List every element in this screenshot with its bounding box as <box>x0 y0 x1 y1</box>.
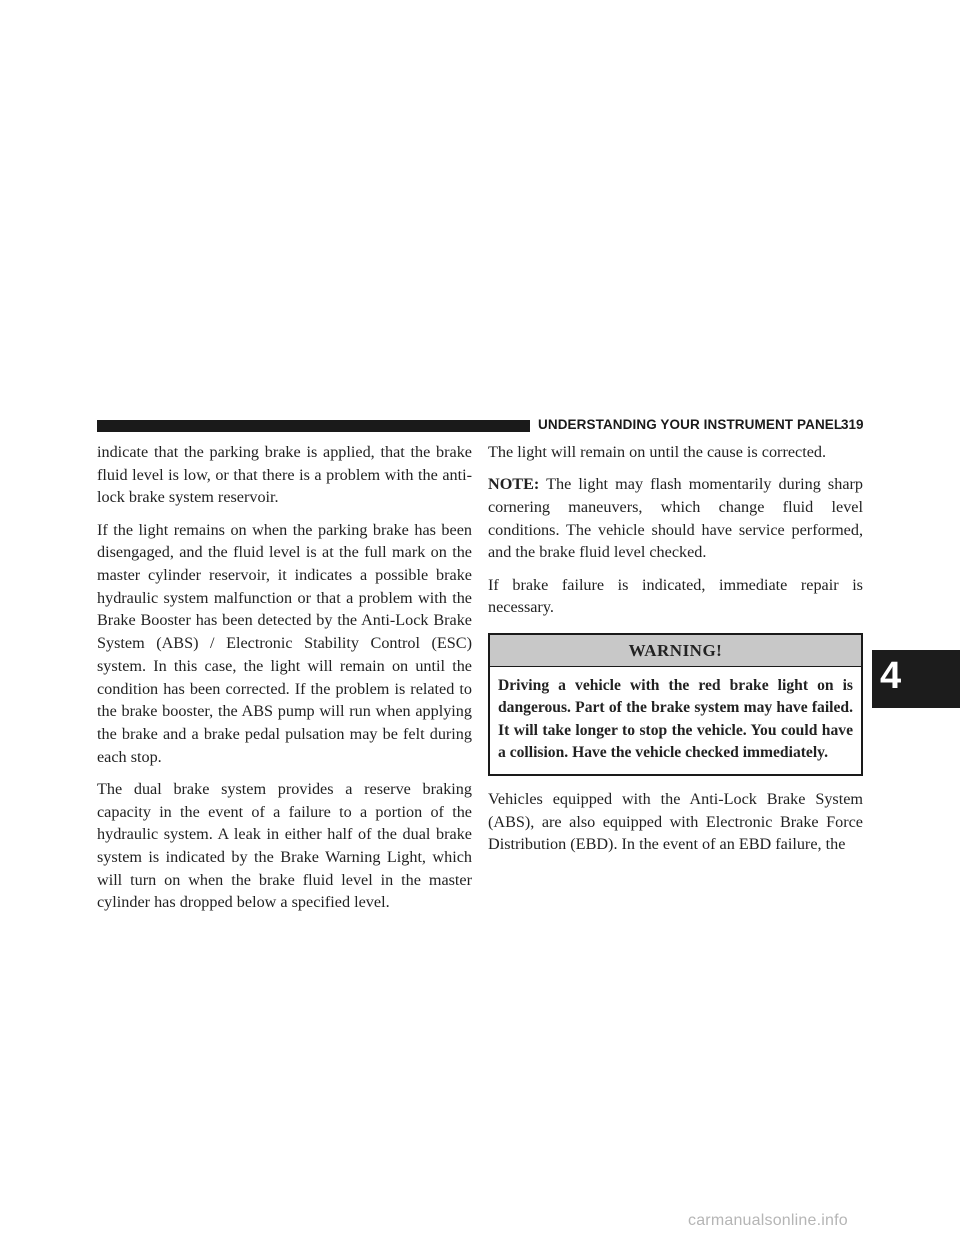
warning-text: Driving a vehicle with the red brake light on is dangerous. Part of the brake system may have failed. It will take longer to stop the vehicle. You could have a collision. Have the vehicle checked immediately. <box>498 676 853 762</box>
paragraph: If brake failure is indicated, immediate repair is necessary. <box>488 575 863 617</box>
paragraph: The dual brake system provides a reserve braking capacity in the event of a failure to a portion of the hydraulic system. A leak in either half of the dual brake system is indicated by the Brake Warning Light, which will turn on when the brake fluid level in the master cylinder has dropped below a specified level. <box>97 779 472 912</box>
warning-box <box>488 633 863 776</box>
header-rule <box>97 420 530 432</box>
watermark: carmanualsonline.info <box>688 1212 848 1229</box>
note-paragraph <box>488 473 863 564</box>
warning-heading: WARNING! <box>490 635 861 667</box>
paragraph: Vehicles equipped with the Anti-Lock Brake System (ABS), are also equipped with Electronic Brake Force Distribution (EBD). In the event of an EBD failure, the <box>488 790 863 854</box>
section-title: UNDERSTANDING YOUR INSTRUMENT PANEL <box>538 417 843 432</box>
chapter-number: 4 <box>880 655 902 697</box>
note-label: NOTE: <box>488 475 540 494</box>
right-column <box>488 441 863 866</box>
note-text: The light may flash momentarily during sharp cornering maneuvers, which change fluid level conditions. The vehicle should have service performed, and the brake fluid level checked. <box>488 475 863 562</box>
page-number: 319 <box>841 417 864 432</box>
paragraph: indicate that the parking brake is applied, that the brake fluid level is low, or that there is a problem with the anti-lock brake system reservoir. <box>97 443 472 507</box>
paragraph: If the light remains on when the parking brake has been disengaged, and the fluid level is at the full mark on the master cylinder reservoir, it indicates a possible brake hydraulic system malfunction or that a problem with the Brake Booster has been detected by the Anti-Lock Brake System (ABS) / Electronic Stability Control (ESC) system. In this case, the light will remain on until the condition has been corrected. If the problem is related to the brake booster, the ABS pump will run when applying the brake and a brake pedal pulsation may be felt during each stop. <box>97 520 472 766</box>
paragraph: The light will remain on until the cause is corrected. <box>488 443 827 461</box>
left-column <box>97 441 472 924</box>
